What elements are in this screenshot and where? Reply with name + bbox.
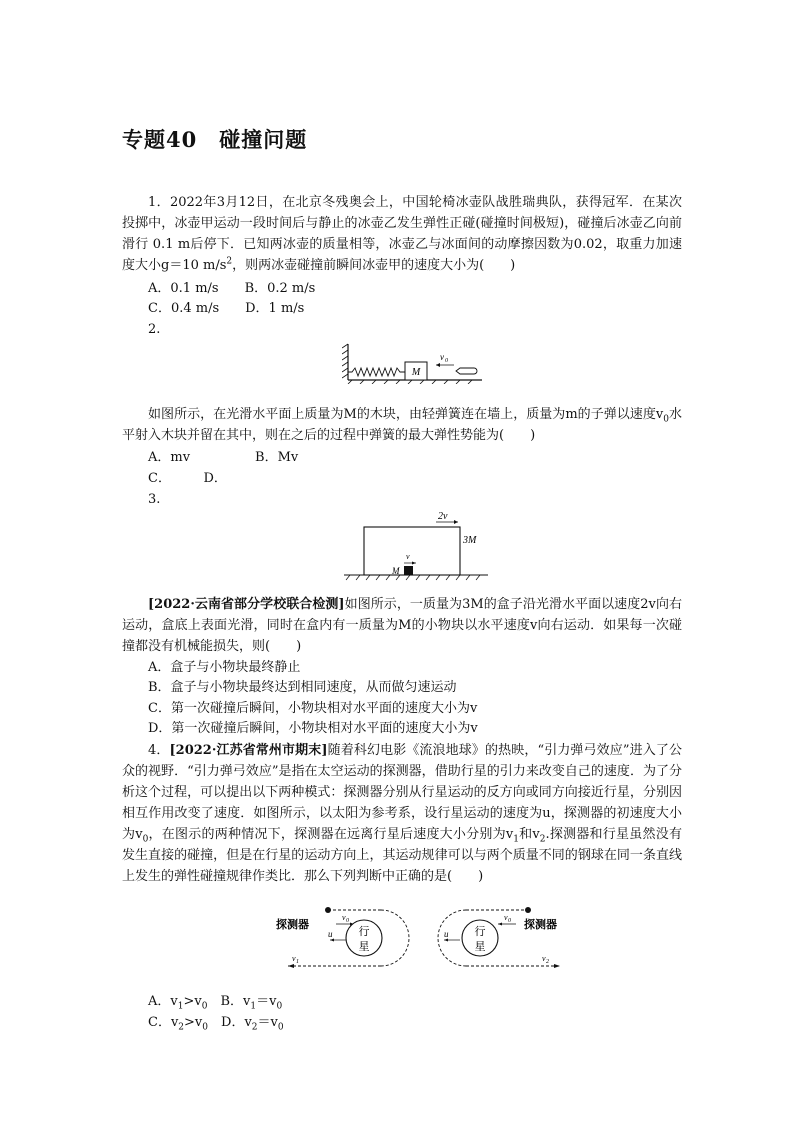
planet-label-2: 星 bbox=[474, 941, 486, 953]
q3-text: 如图所示，一质量为3M的盒子沿光滑水平面以速度2v向右运动，盒底上表面光滑，同时在盒内有一质量为M的小物块以水平速度v向右运动．如果每一次碰撞都没有机械能损失，则( ) bbox=[122, 597, 682, 654]
v2-label: v bbox=[542, 954, 546, 963]
q4-number: 4． bbox=[148, 743, 170, 758]
q1-text-end: ，则两冰壶碰撞前瞬间冰壶甲的速度大小为( ) bbox=[232, 258, 516, 273]
v1-sub: 1 bbox=[296, 959, 299, 965]
planet-label-2: 星 bbox=[358, 941, 370, 953]
q4-sub1: 1 bbox=[513, 834, 519, 845]
probe-label: 探测器 bbox=[524, 919, 557, 931]
v2-sub: 2 bbox=[546, 959, 549, 965]
q3-figure bbox=[342, 505, 490, 583]
q2-figure bbox=[342, 342, 487, 384]
q4-opt-b-rel: ＝v bbox=[256, 994, 277, 1009]
q4-text-d: .探测器和行星虽然没有发生直接的碰撞，但是在行星的运动方向上，其运动规律可以与两个质量不同的钢球在同一条直线上发生的弹性碰撞规律作类比．那么下列判断中正确的是( ) bbox=[122, 827, 682, 884]
q2-number: 2. bbox=[148, 322, 161, 337]
box-velocity-label: 2v bbox=[438, 511, 448, 522]
q3-source: [2022·云南省部分学校联合检测] bbox=[148, 597, 345, 612]
question-4 bbox=[122, 740, 682, 887]
q3-number: 3. bbox=[148, 492, 161, 507]
v0-label: v bbox=[504, 913, 508, 922]
probe-label: 探测器 bbox=[276, 919, 309, 931]
v0-label: v bbox=[342, 913, 346, 922]
question-1 bbox=[122, 192, 682, 276]
q4-opt-a-rel: >v bbox=[183, 994, 202, 1009]
q4-opt-b: B．v bbox=[207, 994, 251, 1009]
v0-sub: 0 bbox=[445, 358, 448, 364]
q4-option-ab bbox=[148, 992, 282, 1012]
q4-source: [2022·江苏省常州市期末] bbox=[169, 743, 328, 758]
v0-sub: 0 bbox=[346, 918, 349, 924]
u-label: u bbox=[328, 929, 333, 939]
q4-opt-b-sub2: 0 bbox=[276, 1001, 283, 1012]
q4-opt-d: D．v bbox=[208, 1015, 252, 1030]
q1-option-cd: C．0.4 m/s D．1 m/s bbox=[148, 301, 305, 316]
q2-sub: 0 bbox=[663, 414, 669, 425]
planet-label-1: 行 bbox=[474, 926, 486, 938]
q4-opt-c-rel: >v bbox=[184, 1015, 203, 1030]
q3-option-b: B．盒子与小物块最终达到相同速度，从而做匀速运动 bbox=[148, 680, 457, 695]
spring bbox=[348, 368, 405, 376]
q4-opt-d-sub: 2 bbox=[251, 1022, 258, 1033]
block-mass-label: M bbox=[392, 566, 400, 576]
q4-opt-b-sub: 1 bbox=[250, 1001, 257, 1012]
v0-label: v bbox=[440, 352, 444, 362]
q4-text-a: 随着科幻电影《流浪地球》的热映，“引力弹弓效应”进入了公众的视野．“引力弹弓效应”是指在太空运动的探测器，借助行星的引力来改变自己的速度．为了分析这个过程，可以提出以下两种模式：探测器分别从行星运动的反方向或同方向接近行星，分别因相互作用改变了速度．如图所示，以太阳为参考系，设行星运动的速度为u，探测器的初速度大小为v bbox=[122, 743, 682, 842]
q4-opt-c: C．v bbox=[148, 1015, 179, 1030]
q4-opt-a-sub: 1 bbox=[177, 1001, 184, 1012]
question-3 bbox=[122, 594, 682, 657]
q2-option-cd: C． D． bbox=[148, 471, 227, 486]
q4-text-c: 和v bbox=[518, 827, 540, 842]
block-M bbox=[404, 566, 413, 575]
box-mass-label: 3M bbox=[463, 535, 477, 546]
probe-dot bbox=[525, 907, 531, 913]
q4-figure-2 bbox=[436, 906, 586, 976]
q4-sub0: 0 bbox=[142, 834, 149, 845]
q3-option-d: D．第一次碰撞后瞬间，小物块相对水平面的速度大小为v bbox=[148, 721, 478, 736]
q4-opt-a-sub2: 0 bbox=[201, 1001, 208, 1012]
q4-opt-d-rel: ＝v bbox=[257, 1015, 278, 1030]
q3-option-c: C．第一次碰撞后瞬间，小物块相对水平面的速度大小为v bbox=[148, 701, 478, 716]
q4-sub2: 2 bbox=[539, 834, 546, 845]
q4-opt-c-sub2: 0 bbox=[202, 1022, 209, 1033]
q4-opt-c-sub: 2 bbox=[178, 1022, 185, 1033]
planet-label-1: 行 bbox=[358, 926, 370, 938]
q1-text: 1．2022年3月12日，在北京冬残奥会上，中国轮椅冰壶队战胜瑞典队，获得冠军．在某次投掷中，冰壶甲运动一段时间后与静止的冰壶乙发生弹性正碰(碰撞时间极短)，碰撞后冰壶乙向前滑行 0.1 m后停下．已知两冰壶的质量相等，冰壶乙与冰面间的动摩擦因数为0.02，取重力加速度大小g＝10 m/s bbox=[122, 195, 682, 273]
bullet bbox=[456, 368, 477, 374]
v1-label: v bbox=[292, 954, 296, 963]
q1-option-ab: A．0.1 m/s B．0.2 m/s bbox=[148, 281, 316, 296]
q4-opt-a: A．v bbox=[148, 994, 178, 1009]
block-velocity-label: v bbox=[406, 552, 410, 561]
q2-option-ab: A．mv B．Mv bbox=[148, 450, 299, 465]
probe-dot bbox=[325, 907, 331, 913]
question-2 bbox=[122, 404, 682, 446]
q4-option-cd bbox=[148, 1013, 284, 1033]
q4-text-b: ，在图示的两种情况下，探测器在远离行星后速度大小分别为v bbox=[148, 827, 514, 842]
q2-text-b: 水平射入木块并留在其中，则在之后的过程中弹簧的最大弹性势能为( ) bbox=[122, 407, 682, 443]
u-label: u bbox=[444, 929, 449, 939]
block-M-label: M bbox=[411, 367, 421, 378]
q1-sup: 2 bbox=[226, 256, 233, 267]
page-title: 专题40 碰撞问题 bbox=[122, 127, 308, 152]
q4-opt-d-sub2: 0 bbox=[277, 1022, 284, 1033]
v0-sub: 0 bbox=[508, 918, 511, 924]
q3-option-a: A．盒子与小物块最终静止 bbox=[148, 660, 301, 675]
q4-figure-1 bbox=[270, 906, 420, 976]
q2-text-a: 如图所示，在光滑水平面上质量为M的木块，由轻弹簧连在墙上，质量为m的子弹以速度v bbox=[148, 407, 664, 422]
